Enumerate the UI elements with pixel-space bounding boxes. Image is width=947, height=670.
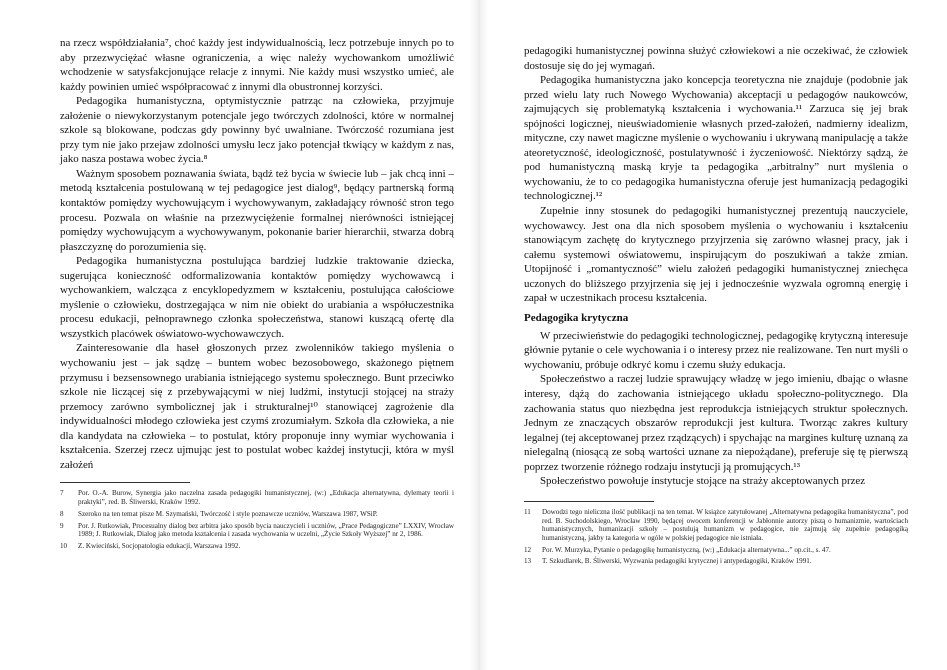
footnote xyxy=(524,557,908,566)
footnote-text: Por. O.-A. Burow, Synergia jako naczelna zasada pedagogiki humanistycznej, (w:) „Edukacja alternatywna, dylematy teorii i praktyki”, red. B. Śliwerski, Kraków 1992. xyxy=(78,489,454,507)
paragraph: Ważnym sposobem poznawania świata, bądź też bycia w świecie lub – jak chcą inni – metodą kształcenia postulowaną w tej pedagogice jest dialog⁹, będący partnerską formą kontaktów pomiędzy wychowującym i wychowywanym, zakładający równość stron tego procesu. Pozwala on właśnie na przezwyciężenie formalnej nierówności istniejącej pomiędzy wychowującym a wychowywanym, pokonanie barier hierarchii, stwarza dobrą płaszczyznę do porozumienia się. xyxy=(60,167,454,253)
footnote-number: 12 xyxy=(524,545,532,554)
footnote-text: Dowodzi tego nieliczna ilość publikacji na ten temat. W książce zatytułowanej „Alternatywna pedagogika humanistyczna”, pod red. B. Suchodolskiego, Wrocław 1990, będącej owocem konferencji w Jabłonnie autorzy piszą o humanizmie, wartościach humanistycznych, humanizacji szkoły – postulują humanizm w pedagogice, nie zajmują się zupełnie pedagogiką humanistyczną, jakby ta kategoria w ogóle w polskiej pedagogice nie istniała. xyxy=(542,507,908,542)
footnote-number: 11 xyxy=(524,507,531,516)
footnote-text: Szeroko na ten temat pisze M. Szymański, Twórczość i style poznawcze uczniów, Warszawa 1987, WSiP. xyxy=(78,509,378,518)
footnote-number: 10 xyxy=(60,541,68,550)
paragraph: Pedagogika humanistyczna postulująca bardziej ludzkie traktowanie dziecka, sugerująca konieczność odformalizowania kontaktów pomiędzy wychowawcą i wychowankiem, walcząca z encyklopedyzmem w kształceniu, postulująca całościowe myślenie o człowieku, dostrzegająca w nim nie obiekt do urabiania a współuczestnika procesu edukacji, pełnoprawnego członka społeczeństwa, stanowi kuszącą ofertę dla wszystkich placówek oświatowo-wychowawczych. xyxy=(60,255,454,340)
footnote-text: Por. W. Murzyka, Pytanie o pedagogikę humanistyczną, (w:) „Edukacja alternatywna...” op.cit., s. 47. xyxy=(542,545,831,554)
footnote xyxy=(524,546,908,555)
paragraph: W przeciwieństwie do pedagogiki technologicznej, pedagogikę krytyczną interesuje głównie pytanie o cele wychowania i o interesy przez nie realizowane. Ten nurt myśli o wychowaniu, próbuje odkryć komu i czemu służy edukacja. xyxy=(524,329,908,371)
footnote xyxy=(60,510,454,519)
paragraph: na rzecz współdziałania⁷, choć każdy jest indywidualnością, lecz potrzebuje innych po to aby przezwyciężać własne ograniczenia, a więc należy wychowankom umożliwić wchodzenie w satysfakcjonujące relacje z innymi. Nie każdy musi wszystko umieć, ale każdy powinien umieć współpracować z innymi dla obustronnej korzyści. xyxy=(60,37,454,93)
paragraph: Zupełnie inny stosunek do pedagogiki humanistycznej prezentują nauczyciele, wychowawcy. Jest ona dla nich sposobem myślenia o wychowaniu i kształceniu stanowiącym zachętę do krytycznego przyjrzenia się zarówno własnej pracy, jak i całemu systemowi oświatowemu, inspirującym do poszukiwań a także zmian. Utopijność i „romantyczność” wielu założeń pedagogiki humanistycznej zniechęca uczonych do bliższego przyjrzenia się jej i jednocześnie wyzwala ogromną energię i zapał w uczestnikach procesu kształcenia. xyxy=(524,205,908,305)
paragraph: Pedagogika humanistyczna jako koncepcja teoretyczna nie znajduje (podobnie jak przed wielu laty ruch Nowego Wychowania) akceptacji u pedagogów naukowców, zajmujących się problematyką kształcenia i wychowania.¹¹ Zarzuca się jej brak spójności logicznej, nieuświadomienie własnych przed-założeń, nadmierny idealizm, mityczne, czy nawet magiczne myślenie o wychowaniu i ukrywaną manipulację a także ateoretyczność, ideologiczność, postulatywność i życzeniowość. Niektórzy sądzą, że pod humanistyczną maską kryje ta pedagogika „arbitralny” nurt myślenia o wychowaniu, że to co pedagogika humanistyczna oferuje jest humanizacją pedagogiki technologicznej.¹² xyxy=(524,74,908,203)
footnote xyxy=(60,522,454,539)
section-heading: Pedagogika krytyczna xyxy=(524,311,629,324)
footnote-number: 9 xyxy=(60,521,64,530)
paragraph: Społeczeństwo powołuje instytucje stojące na straży akceptowanych przez xyxy=(540,475,866,488)
left-page xyxy=(60,0,454,554)
book-gutter xyxy=(470,0,488,670)
footnote xyxy=(524,508,908,543)
paragraph: Pedagogika humanistyczna, optymistycznie patrząc na człowieka, przyjmuje założenie o niewykorzystanym potencjale jego twórczych zdolności, które w normalnej szkole są blokowane, podczas gdy powinny być uwalniane. Twórczość rozumiana jest przy tym nie jako przejaw zdolności umysłu lecz jako potencjał tkwiący w każdym z nas, jako nasza postawa wobec życia.⁸ xyxy=(60,95,454,166)
footnote-text: Por. J. Rutkowiak, Procesualny dialog bez arbitra jako sposób bycia nauczycieli i uczniów, „Prace Pedagogiczne” LXXIV, Wrocław 1989; J. Rutkowiak, Dialog jako metoda kształcenia i zasada wychowania w uczelni, „Życie Szkoły Wyższej” nr 2, 1986. xyxy=(78,521,454,539)
left-page-footnotes xyxy=(60,489,454,550)
paragraph: Społeczeństwo a raczej ludzie sprawujący władzę w jego imieniu, dbając o własne interesy, dążą do zachowania istniejącego układu społeczno-politycznego. Dla zachowania status quo niezbędna jest reprodukcja istniejących struktur społecznych. Jednym ze znaczących obszarów reprodukcji jest kultura. Tworząc zakres kultury legalnej (tej akceptowanej przez rządzących) i spychając na margines kulturę uznaną za nielegalną (niosącą ze sobą wartości uznane za niepożądane), preferuje się tę pierwszą poprzez tworzenie różnego rodzaju instytucji ją promujących.¹³ xyxy=(524,373,908,473)
right-page xyxy=(524,0,908,569)
footnote xyxy=(60,489,454,506)
paragraph: pedagogiki humanistycznej powinna służyć człowiekowi a nie oczekiwać, że człowiek dostosuje się do jej wymagań. xyxy=(524,45,908,72)
footnote-divider xyxy=(524,501,654,502)
footnote-divider xyxy=(60,482,190,483)
left-page-body xyxy=(60,36,454,472)
footnote-number: 8 xyxy=(60,509,64,518)
paragraph: Zainteresowanie dla haseł głoszonych przez zwolenników takiego myślenia o wychowaniu jest – jak sądzę – buntem wobec bezosobowego, skażonego piętnem przymusu i bezsensownego urabiania istniejącego systemu społecznego. Bunt przeciwko szkole nie liczącej się z przebywającymi w niej ludźmi, instytucji stojącej na straży przemocy zarówno symbolicznej jak i strukturalnej¹⁰ stanowiącej zagrożenie dla indywidualności młodego człowieka jest czymś zrozumiałym. Szkoła dla człowieka, a nie dla kandydata na człowieka – to postulat, który proponuje inny wymiar wychowania i kształcenia. Szerzej rzecz ujmując jest to postulat wobec każdej instytucji, która w myśl założeń xyxy=(60,342,454,471)
right-page-footnotes xyxy=(524,508,908,566)
footnote-number: 13 xyxy=(524,557,532,566)
footnote xyxy=(60,542,454,551)
footnote-text: Z. Kwieciński, Socjopatologia edukacji, Warszawa 1992. xyxy=(78,541,241,550)
footnote-text: T. Szkudlarek, B. Śliwerski, Wyzwania pedagogiki krytycznej i antypedagogiki, Kraków 1991. xyxy=(542,557,812,566)
right-page-body xyxy=(524,44,908,489)
footnote-number: 7 xyxy=(60,489,64,498)
